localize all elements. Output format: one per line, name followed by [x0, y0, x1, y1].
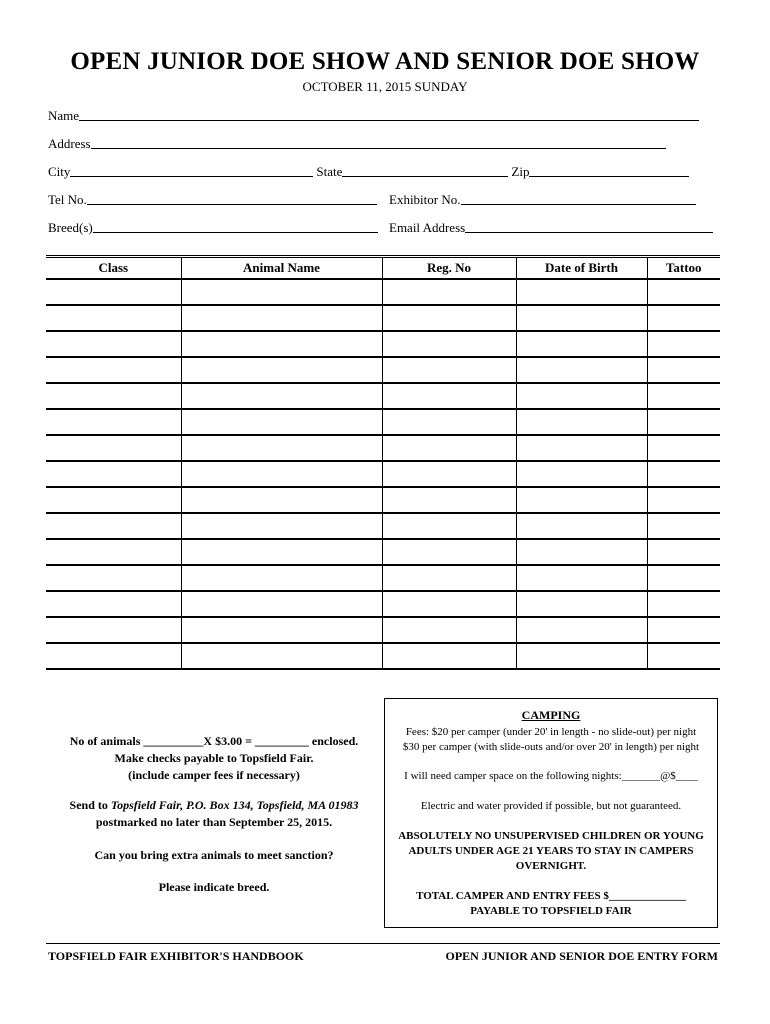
table-row: [46, 331, 720, 357]
state-label: State: [316, 164, 343, 179]
class-cell[interactable]: [46, 513, 181, 539]
footer-rule: [46, 943, 720, 944]
send-line: [46, 797, 382, 814]
exhibitor-field[interactable]: [461, 192, 696, 205]
class-cell[interactable]: [46, 305, 181, 331]
date-of-birth-cell[interactable]: [516, 513, 647, 539]
reg-no-cell[interactable]: [382, 539, 516, 565]
reg-no-cell[interactable]: [382, 331, 516, 357]
tattoo-cell[interactable]: [647, 357, 720, 383]
address-label: Address: [48, 136, 91, 151]
camping-warning-2: ADULTS UNDER AGE 21 YEARS TO STAY IN CAMPERS: [408, 845, 694, 857]
camping-warning-3: OVERNIGHT.: [515, 860, 587, 872]
table-row: [46, 565, 720, 591]
animal-name-cell[interactable]: [181, 409, 382, 435]
class-cell[interactable]: [46, 331, 181, 357]
column-header-tattoo: Tattoo: [647, 257, 720, 280]
date-of-birth-cell[interactable]: [516, 331, 647, 357]
animal-name-cell[interactable]: [181, 513, 382, 539]
tattoo-cell[interactable]: [647, 331, 720, 357]
date-of-birth-cell[interactable]: [516, 357, 647, 383]
table-row: [46, 539, 720, 565]
animal-name-cell[interactable]: [181, 487, 382, 513]
tattoo-cell[interactable]: [647, 487, 720, 513]
table-row: [46, 383, 720, 409]
animal-name-cell[interactable]: [181, 435, 382, 461]
class-cell[interactable]: [46, 539, 181, 565]
camping-warning-1: ABSOLUTELY NO UNSUPERVISED CHILDREN OR YOUNG: [398, 830, 704, 842]
tattoo-cell[interactable]: [647, 591, 720, 617]
camping-nights-line: I will need camper space on the following nights:_______@$____: [404, 770, 698, 782]
extra-animals-question: Can you bring extra animals to meet sanction?: [94, 848, 334, 862]
animal-name-cell[interactable]: [181, 383, 382, 409]
table-header-row: [46, 257, 720, 280]
email-label: Email Address: [389, 220, 466, 235]
reg-no-cell[interactable]: [382, 565, 516, 591]
zip-label: Zip: [511, 164, 530, 179]
tel-field[interactable]: [87, 192, 377, 205]
table-row: [46, 617, 720, 643]
date-of-birth-cell[interactable]: [516, 383, 647, 409]
camping-electric-note: Electric and water provided if possible, but not guaranteed.: [420, 800, 682, 812]
reg-no-cell[interactable]: [382, 305, 516, 331]
fee-info: [46, 733, 382, 784]
entry-table: [46, 255, 720, 670]
class-cell[interactable]: [46, 357, 181, 383]
reg-no-cell[interactable]: [382, 617, 516, 643]
form-title: OPEN JUNIOR DOE SHOW AND SENIOR DOE SHOW: [70, 48, 700, 75]
zip-field[interactable]: [529, 164, 689, 177]
footer-handbook: TOPSFIELD FAIR EXHIBITOR'S HANDBOOK: [48, 949, 304, 963]
tattoo-cell[interactable]: [647, 513, 720, 539]
camping-fee-2: $30 per camper (with slide-outs and/or over 20' in length) per night: [402, 741, 700, 753]
tattoo-cell[interactable]: [647, 435, 720, 461]
table-row: [46, 513, 720, 539]
date-of-birth-cell[interactable]: [516, 409, 647, 435]
animal-name-cell[interactable]: [181, 357, 382, 383]
table-row: [46, 461, 720, 487]
table-row: [46, 435, 720, 461]
email-field[interactable]: [465, 220, 713, 233]
tattoo-cell[interactable]: [647, 539, 720, 565]
show-date: OCTOBER 11, 2015 SUNDAY: [302, 79, 468, 94]
total-fees-line: TOTAL CAMPER AND ENTRY FEES $______________: [416, 890, 686, 902]
state-field[interactable]: [342, 164, 508, 177]
class-cell[interactable]: [46, 565, 181, 591]
email-row: [389, 218, 713, 236]
animal-name-cell[interactable]: [181, 331, 382, 357]
reg-no-cell[interactable]: [382, 487, 516, 513]
date-of-birth-cell[interactable]: [516, 565, 647, 591]
date-of-birth-cell[interactable]: [516, 435, 647, 461]
reg-no-cell[interactable]: [382, 435, 516, 461]
animal-name-cell[interactable]: [181, 279, 382, 305]
reg-no-cell[interactable]: [382, 357, 516, 383]
send-prefix: Send to: [69, 798, 111, 812]
class-cell[interactable]: [46, 591, 181, 617]
class-cell[interactable]: [46, 617, 181, 643]
breeds-row: [48, 218, 378, 236]
tattoo-cell[interactable]: [647, 279, 720, 305]
column-header-reg-no: Reg. No: [382, 257, 516, 280]
city-label: City: [48, 164, 71, 179]
table-row: [46, 487, 720, 513]
exhibitor-label: Exhibitor No.: [389, 192, 461, 207]
reg-no-cell[interactable]: [382, 409, 516, 435]
mailing-info: [46, 797, 382, 831]
reg-no-cell[interactable]: [382, 513, 516, 539]
tel-row: [48, 190, 377, 208]
city-state-zip-row: [48, 162, 689, 180]
table-row: [46, 279, 720, 305]
table-row: [46, 591, 720, 617]
tattoo-cell[interactable]: [647, 305, 720, 331]
tattoo-cell[interactable]: [647, 565, 720, 591]
tel-label: Tel No.: [48, 192, 87, 207]
class-cell[interactable]: [46, 487, 181, 513]
table-row: [46, 357, 720, 383]
date-of-birth-cell[interactable]: [516, 617, 647, 643]
tattoo-cell[interactable]: [647, 409, 720, 435]
name-field[interactable]: [79, 108, 699, 121]
address-field[interactable]: [91, 136, 666, 149]
date-of-birth-cell[interactable]: [516, 279, 647, 305]
include-line: (include camper fees if necessary): [128, 768, 300, 782]
breeds-field[interactable]: [93, 220, 378, 233]
date-of-birth-cell[interactable]: [516, 539, 647, 565]
send-address: Topsfield Fair, P.O. Box 134, Topsfield, MA 01983: [110, 798, 359, 812]
name-row: [48, 106, 699, 124]
animal-name-cell[interactable]: [181, 591, 382, 617]
column-header-class: Class: [46, 257, 181, 280]
tattoo-cell[interactable]: [647, 383, 720, 409]
tattoo-cell[interactable]: [647, 643, 720, 669]
date-of-birth-cell[interactable]: [516, 591, 647, 617]
class-cell[interactable]: [46, 435, 181, 461]
animal-name-cell[interactable]: [181, 461, 382, 487]
date-of-birth-cell[interactable]: [516, 643, 647, 669]
date-of-birth-cell[interactable]: [516, 461, 647, 487]
animal-name-cell[interactable]: [181, 617, 382, 643]
animal-name-cell[interactable]: [181, 565, 382, 591]
fee-line: No of animals __________X $3.00 = _________ enclosed.: [69, 734, 359, 748]
date-of-birth-cell[interactable]: [516, 305, 647, 331]
camping-box: [384, 698, 718, 928]
table-row: [46, 409, 720, 435]
class-cell[interactable]: [46, 409, 181, 435]
column-header-date-of-birth: Date of Birth: [516, 257, 647, 280]
animal-name-cell[interactable]: [181, 539, 382, 565]
reg-no-cell[interactable]: [382, 643, 516, 669]
postmark-line: postmarked no later than September 25, 2015.: [95, 815, 333, 829]
breed-prompt: Please indicate breed.: [158, 880, 270, 894]
animal-name-cell[interactable]: [181, 643, 382, 669]
tattoo-cell[interactable]: [647, 617, 720, 643]
column-header-animal-name: Animal Name: [181, 257, 382, 280]
payable-line: PAYABLE TO TOPSFIELD FAIR: [470, 905, 632, 917]
checks-line: Make checks payable to Topsfield Fair.: [114, 751, 314, 765]
city-field[interactable]: [70, 164, 313, 177]
class-cell[interactable]: [46, 643, 181, 669]
exhibitor-row: [389, 190, 696, 208]
breeds-label: Breed(s): [48, 220, 93, 235]
reg-no-cell[interactable]: [382, 461, 516, 487]
camping-heading: CAMPING: [521, 708, 581, 722]
date-of-birth-cell[interactable]: [516, 487, 647, 513]
footer-form-name: OPEN JUNIOR AND SENIOR DOE ENTRY FORM: [445, 949, 718, 963]
animal-name-cell[interactable]: [181, 305, 382, 331]
name-label: Name: [48, 108, 80, 123]
class-cell[interactable]: [46, 461, 181, 487]
reg-no-cell[interactable]: [382, 591, 516, 617]
class-cell[interactable]: [46, 279, 181, 305]
class-cell[interactable]: [46, 383, 181, 409]
camping-fee-1: Fees: $20 per camper (under 20' in length - no slide-out) per night: [405, 726, 697, 738]
address-row: [48, 134, 666, 152]
reg-no-cell[interactable]: [382, 383, 516, 409]
table-row: [46, 643, 720, 669]
tattoo-cell[interactable]: [647, 461, 720, 487]
table-row: [46, 305, 720, 331]
reg-no-cell[interactable]: [382, 279, 516, 305]
